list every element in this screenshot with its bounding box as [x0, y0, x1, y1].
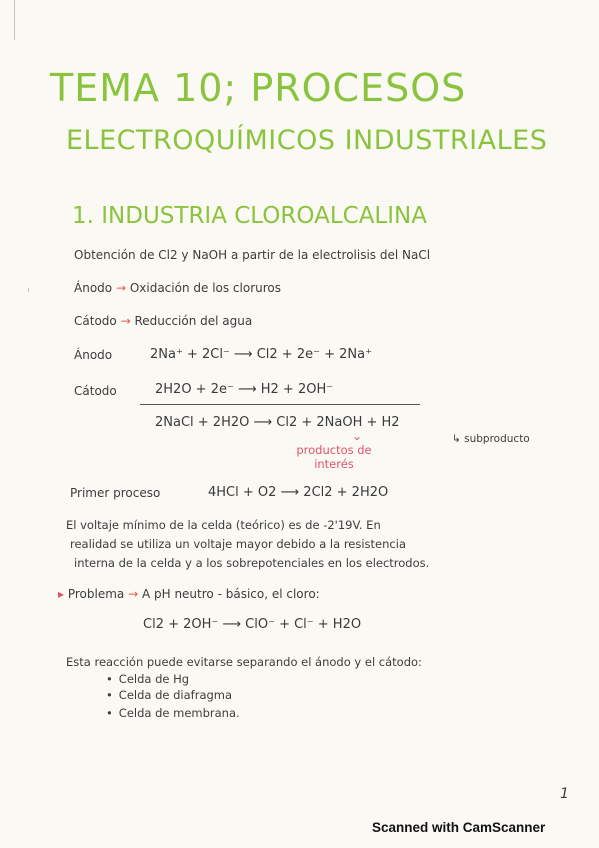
celda-item — [106, 672, 189, 686]
celda-label: Celda de membrana. — [118, 706, 240, 720]
voltaje-line-3: interna de la celda y a los sobrepotenciales en los electrodos. — [74, 556, 430, 570]
arrow-right-icon: → — [120, 314, 135, 328]
bullet-dot-icon: • — [106, 706, 113, 720]
cloro-equation: Cl2 + 2OH⁻ ⟶ ClO⁻ + Cl⁻ + H2O — [143, 617, 362, 632]
primer-proceso-label: Primer proceso — [70, 486, 161, 500]
page-number: 1 — [560, 786, 569, 802]
bullet-arrow-icon: ▸ — [58, 587, 68, 601]
bullet-dot-icon: • — [106, 688, 113, 702]
subproducto-note: ↳ subproducto — [452, 433, 530, 445]
voltaje-line-1: El voltaje mínimo de la celda (teórico) es de -2'19V. En — [66, 518, 381, 532]
page-title-line1: TEMA 10; PROCESOS — [50, 66, 467, 110]
celda-label: Celda de Hg — [118, 672, 190, 686]
voltaje-line-2: realidad se utiliza un voltaje mayor debido a la resistencia — [70, 537, 406, 551]
camscanner-footer: Scanned with CamScanner — [372, 820, 546, 835]
arrow-right-icon: → — [115, 281, 130, 295]
problema-label: Problema — [67, 587, 125, 601]
arrow-right-icon: → — [128, 587, 142, 601]
catodo-label: Cátodo — [74, 314, 117, 328]
binder-mark — [14, 0, 15, 40]
anodo-equation: 2Na⁺ + 2Cl⁻ ⟶ Cl2 + 2e⁻ + 2Na⁺ — [150, 347, 372, 362]
section-heading: 1. INDUSTRIA CLOROALCALINA — [72, 203, 427, 229]
evitar-text: Esta reacción puede evitarse separando el ánodo y el cátodo: — [66, 655, 422, 669]
sum-line — [140, 404, 420, 405]
celda-item — [106, 706, 240, 720]
catodo-equation: 2H2O + 2e⁻ ⟶ H2 + 2OH⁻ — [155, 382, 334, 397]
global-equation: 2NaCl + 2H2O ⟶ Cl2 + 2NaOH + H2 — [155, 415, 400, 430]
primer-proceso-equation: 4HCl + O2 ⟶ 2Cl2 + 2H2O — [208, 485, 389, 500]
bullet-dot-icon: • — [106, 672, 113, 686]
anodo-eq-label: Ánodo — [74, 348, 113, 362]
problema-line — [58, 587, 320, 601]
catodo-eq-label: Cátodo — [74, 384, 117, 398]
catodo-text: Reducción del agua — [134, 314, 253, 328]
celda-label: Celda de diafragma — [118, 688, 233, 702]
anodo-definition — [74, 281, 281, 295]
anodo-label: Ánodo — [74, 281, 113, 295]
productos-bracket: ⌄ — [352, 429, 363, 443]
productos-note: productos de interés — [296, 443, 372, 471]
catodo-definition — [74, 314, 252, 328]
anodo-text: Oxidación de los cloruros — [129, 281, 282, 295]
problema-text: A pH neutro - básico, el cloro: — [141, 587, 320, 601]
page-title-line2: ELECTROQUÍMICOS INDUSTRIALES — [66, 125, 548, 156]
intro-text: Obtención de Cl2 y NaOH a partir de la electrolisis del NaCl — [74, 248, 431, 262]
binder-mark — [28, 288, 29, 292]
celda-item — [106, 688, 232, 702]
